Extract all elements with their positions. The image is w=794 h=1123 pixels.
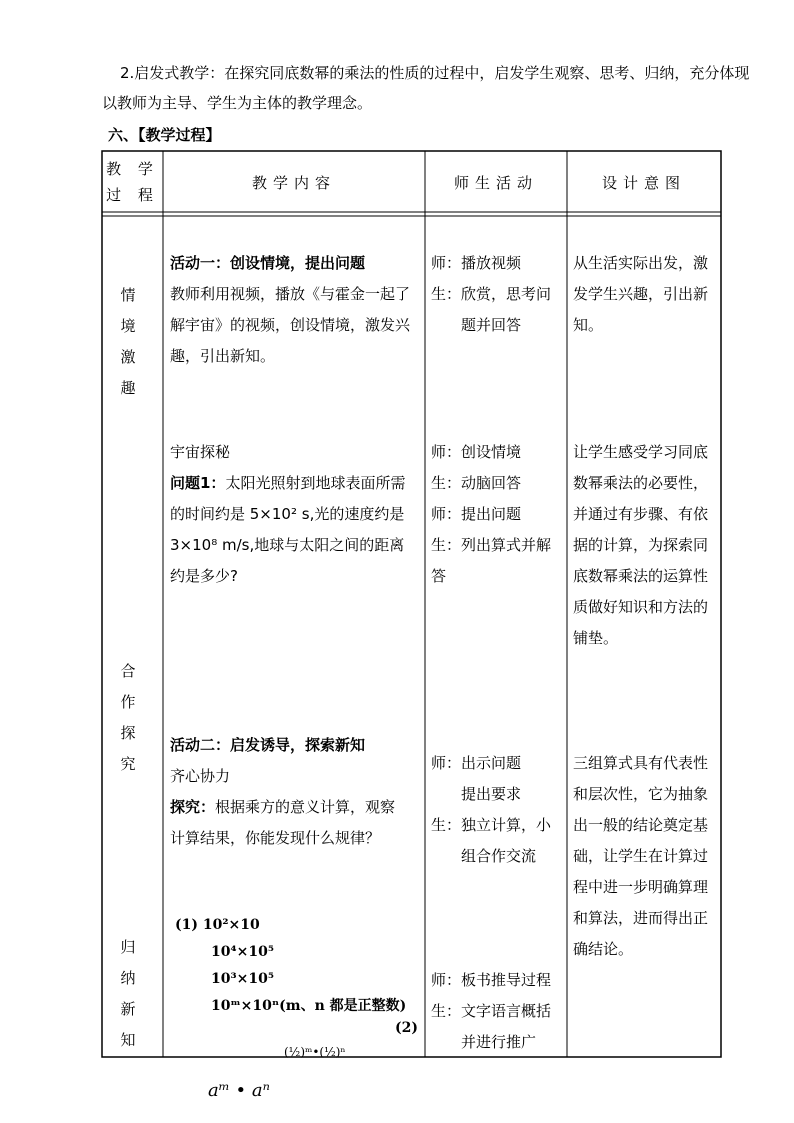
block3-act-3: 生：独立计算，小 — [431, 816, 552, 834]
block3-act-1: 师：出示问题 — [431, 754, 522, 772]
activity-1-content: 教师利用视频，播放《与霍金一起了解宇宙》的视频，创设情境，激发兴趣，引出新知。 — [170, 285, 411, 365]
block3-act-6: 生：文字语言概括 — [431, 1002, 552, 1020]
block3-intent: 三组算式具有代表性和层次性，它为抽象出一般的结论奠定基础，让学生在计算过程中进一步明确算理和算法，进而得出正确结论。 — [573, 754, 709, 958]
block3-subtitle: 齐心协力 — [170, 767, 231, 785]
activity-1-title: 活动一：创设情境，提出问题 — [170, 254, 366, 272]
block1-intent: 从生活实际出发，激发学生兴趣，引出新知。 — [573, 254, 709, 334]
formula-4: 10ᵐ×10ⁿ(m、n 都是正整数) — [211, 998, 407, 1014]
formula-2: 10⁴×10⁵ — [211, 944, 274, 960]
formula-group-2-label: (2) — [395, 1020, 418, 1036]
stage-1-line1: 情 境 — [120, 286, 146, 335]
block2-act-2: 生：动脑回答 — [431, 474, 522, 492]
block2-act-3: 师：提出问题 — [431, 505, 522, 523]
block2-act-5: 答 — [431, 567, 447, 585]
section-title: 六、【教学过程】 — [108, 126, 221, 144]
block3-act-5: 师：板书推导过程 — [431, 971, 552, 989]
block2-act-1: 师：创设情境 — [431, 443, 522, 461]
block1-act-teacher: 师：播放视频 — [431, 254, 522, 272]
header-intent: 设计意图 — [601, 174, 686, 192]
header-content: 教学内容 — [251, 174, 336, 192]
block3-act-4: 组合作交流 — [461, 847, 537, 865]
block2-intent: 让学生感受学习同底数幂乘法的必要性，并通过有步骤、有依据的计算，为探索同底数幂乘法的运算性质做好知识和方法的铺垫。 — [573, 443, 709, 647]
formula-a-power: aᵐ • aⁿ — [208, 1080, 270, 1101]
stage-3-line2: 新 知 — [120, 1000, 146, 1049]
question-1-line4: 约是多少? — [170, 567, 238, 585]
intro-paragraph: 2.启发式教学：在探究同底数幂的乘法的性质的过程中，启发学生观察、思考、归纳，充分体现以教师为主导、学生为主体的教学理念。 — [102, 64, 750, 112]
question-1-label: 问题1： — [170, 474, 226, 492]
activity-2-title: 活动二：启发诱导，探索新知 — [170, 736, 366, 754]
block3-act-2: 提出要求 — [461, 785, 522, 803]
formula-half-power: (½)ᵐ•(½)ⁿ — [284, 1045, 346, 1059]
stage-2-line1: 合 作 — [120, 662, 146, 711]
explore-label: 探究： — [170, 798, 216, 816]
stage-1-line2: 激 趣 — [120, 348, 146, 397]
question-1-line2: 的时间约是 5×10² s,光的速度约是 — [170, 505, 405, 523]
explore-line2: 计算结果，你能发现什么规律？ — [170, 829, 381, 847]
explore-line1: 根据乘方的意义计算，观察 — [215, 798, 396, 816]
stage-3-line1: 归 纳 — [120, 938, 146, 987]
block1-act-student-1: 生：欣赏，思考问 — [431, 285, 552, 303]
block1-act-student-2: 题并回答 — [461, 316, 522, 334]
header-activity: 师生活动 — [453, 174, 538, 192]
block2-act-4: 生：列出算式并解 — [431, 536, 552, 554]
formula-group-1-label: (1) — [175, 917, 198, 933]
formula-1: 10²×10 — [202, 917, 260, 933]
header-stage-1: 教 学 — [106, 160, 159, 178]
block3-act-7: 并进行推广 — [461, 1033, 537, 1051]
question-1-line3: 3×10⁸ m/s,地球与太阳之间的距离 — [170, 536, 405, 554]
question-1-line1: 太阳光照射到地球表面所需 — [225, 474, 406, 492]
formula-3: 10³×10⁵ — [211, 971, 274, 987]
header-stage-2: 过 程 — [106, 186, 159, 204]
stage-2-line2: 探 究 — [120, 724, 146, 773]
block2-subtitle: 宇宙探秘 — [170, 443, 231, 461]
